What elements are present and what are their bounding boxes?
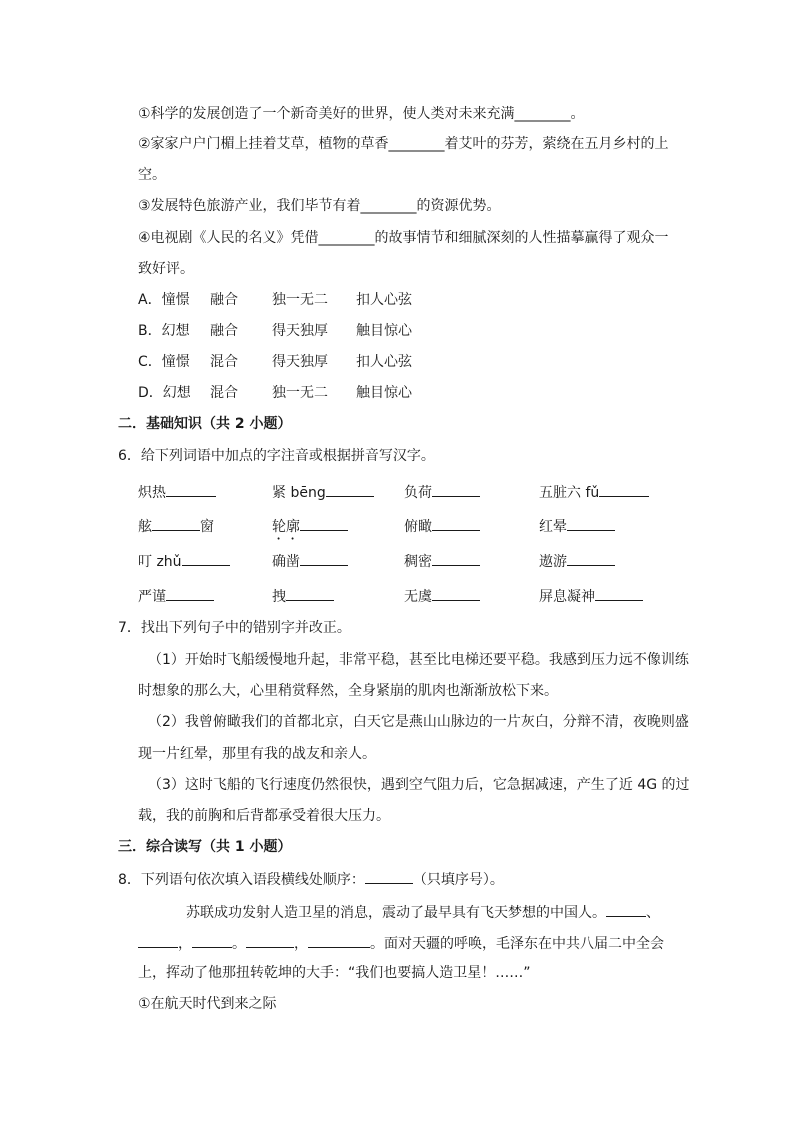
option-word: 触目惊心 bbox=[356, 385, 412, 401]
option-word: 混合 bbox=[210, 354, 238, 370]
q7-paragraph-2: （2）我曾俯瞰我们的首都北京，白天它是燕山山脉边的一片灰白，分辩不清，夜晚则盛 bbox=[148, 714, 689, 730]
q6-term: 负荷 bbox=[404, 481, 480, 503]
answer-blank[interactable] bbox=[599, 481, 649, 497]
option-word: 融合 bbox=[210, 292, 238, 308]
answer-blank[interactable] bbox=[595, 585, 643, 601]
q6-term: 叮 zhǔ bbox=[138, 550, 230, 572]
answer-blank[interactable] bbox=[192, 932, 232, 948]
q5-option-d[interactable] bbox=[138, 383, 412, 403]
q5-sentence-4: ④电视剧《人民的名义》凭借________的故事情节和细腻深刻的人性描摹赢得了观众一 bbox=[138, 230, 669, 246]
option-word: 扣人心弦 bbox=[356, 292, 412, 308]
q7-paragraph-3-cont: 载，我的前胸和后背都承受着很大压力。 bbox=[138, 808, 390, 824]
q7-paragraph-1-cont: 时想象的那么大，心里稍赏释然，全身紧崩的肌肉也渐渐放松下来。 bbox=[138, 683, 558, 699]
option-letter: D．幻想 bbox=[138, 385, 191, 401]
q6-term: 稠密 bbox=[404, 550, 480, 572]
q8-item-1: ①在航天时代到来之际 bbox=[138, 996, 277, 1012]
q6-term: 舷 窗 bbox=[138, 515, 214, 537]
option-word: 独一无二 bbox=[272, 292, 328, 308]
option-word: 融合 bbox=[210, 323, 238, 339]
option-word: 得天独厚 bbox=[272, 354, 328, 370]
q6-term: 确凿 bbox=[272, 550, 348, 572]
q6-term: 紧 bēng bbox=[272, 481, 374, 503]
answer-blank[interactable] bbox=[308, 932, 370, 948]
answer-blank[interactable] bbox=[166, 585, 214, 601]
option-letter: C．憧憬 bbox=[138, 354, 190, 370]
q6-term: 红晕 bbox=[539, 515, 615, 537]
answer-blank[interactable] bbox=[246, 932, 294, 948]
q7-paragraph-1: （1）开始时飞船缓慢地升起，非常平稳，甚至比电梯还要平稳。我感到压力远不像训练 bbox=[148, 652, 689, 668]
q6-term: 严谨 bbox=[138, 585, 214, 607]
q5-sentence-2-cont: 空。 bbox=[138, 167, 166, 183]
q6-term: 五脏六 fǔ bbox=[539, 481, 649, 503]
q6-term: 拽 bbox=[272, 585, 334, 607]
answer-blank[interactable] bbox=[567, 550, 615, 566]
q5-option-b[interactable] bbox=[138, 321, 412, 341]
q5-sentence-2: ②家家户户门楣上挂着艾草，植物的草香________着艾叶的芬芳，萦绕在五月乡村的上 bbox=[138, 136, 669, 152]
option-letter: B．幻想 bbox=[138, 323, 190, 339]
answer-blank[interactable] bbox=[300, 550, 348, 566]
q7-prompt: 7．找出下列句子中的错别字并改正。 bbox=[118, 620, 351, 636]
q5-option-c[interactable] bbox=[138, 352, 412, 372]
answer-blank[interactable] bbox=[606, 901, 646, 917]
q5-option-a[interactable] bbox=[138, 290, 412, 310]
answer-blank[interactable] bbox=[432, 515, 480, 531]
answer-blank[interactable] bbox=[138, 932, 178, 948]
q7-paragraph-3: （3）这时飞船的飞行速度仍然很快，遇到空气阻力后，它急据减速，产生了近 4G 的过 bbox=[148, 777, 690, 793]
q8-prompt: 8．下列语句依次填入语段横线处顺序： （只填序号）。 bbox=[118, 868, 504, 890]
q6-term: 轮廓 bbox=[272, 515, 348, 543]
q6-term: 无虞 bbox=[404, 585, 480, 607]
option-word: 得天独厚 bbox=[272, 323, 328, 339]
q5-sentence-3: ③发展特色旅游产业，我们毕节有着________的资源优势。 bbox=[138, 198, 501, 214]
option-word: 独一无二 bbox=[272, 385, 328, 401]
answer-blank[interactable] bbox=[326, 481, 374, 497]
q6-term: 屏息凝神 bbox=[539, 585, 643, 607]
q8-passage-line-3: 上，挥动了他那扭转乾坤的大手：“我们也要搞人造卫星！……” bbox=[138, 965, 531, 981]
q6-term: 遨游 bbox=[539, 550, 615, 572]
answer-blank[interactable] bbox=[567, 515, 615, 531]
option-word: 扣人心弦 bbox=[356, 354, 412, 370]
answer-blank[interactable] bbox=[432, 550, 480, 566]
q6-term: 俯瞰 bbox=[404, 515, 480, 537]
answer-blank[interactable] bbox=[166, 481, 216, 497]
section-3-heading: 三．综合读写（共 1 小题） bbox=[118, 839, 292, 855]
answer-blank[interactable] bbox=[365, 868, 413, 884]
q5-sentence-4-cont: 致好评。 bbox=[138, 261, 194, 277]
option-word: 触目惊心 bbox=[356, 323, 412, 339]
q6-prompt: 6．给下列词语中加点的字注音或根据拼音写汉字。 bbox=[118, 448, 435, 464]
q7-paragraph-2-cont: 现一片红晕，那里有我的战友和亲人。 bbox=[138, 746, 376, 762]
option-word: 混合 bbox=[210, 385, 238, 401]
answer-blank[interactable] bbox=[286, 585, 334, 601]
q6-term: 炽热 bbox=[138, 481, 216, 503]
option-letter: A．憧憬 bbox=[138, 292, 190, 308]
answer-blank[interactable] bbox=[432, 585, 480, 601]
answer-blank[interactable] bbox=[432, 481, 480, 497]
answer-blank[interactable] bbox=[300, 515, 348, 531]
q5-sentence-1: ①科学的发展创造了一个新奇美好的世界，使人类对未来充满________。 bbox=[138, 106, 585, 122]
q8-passage-line-1: 苏联成功发射人造卫星的消息，震动了最早具有飞天梦想的中国人。 、 bbox=[186, 901, 660, 923]
section-2-heading: 二．基础知识（共 2 小题） bbox=[118, 416, 292, 432]
answer-blank[interactable] bbox=[152, 515, 200, 531]
answer-blank[interactable] bbox=[182, 550, 230, 566]
q8-passage-line-2: ， 。 ， 。面对天疆的呼唤，毛泽东在中共八届二中全会 bbox=[138, 932, 664, 954]
